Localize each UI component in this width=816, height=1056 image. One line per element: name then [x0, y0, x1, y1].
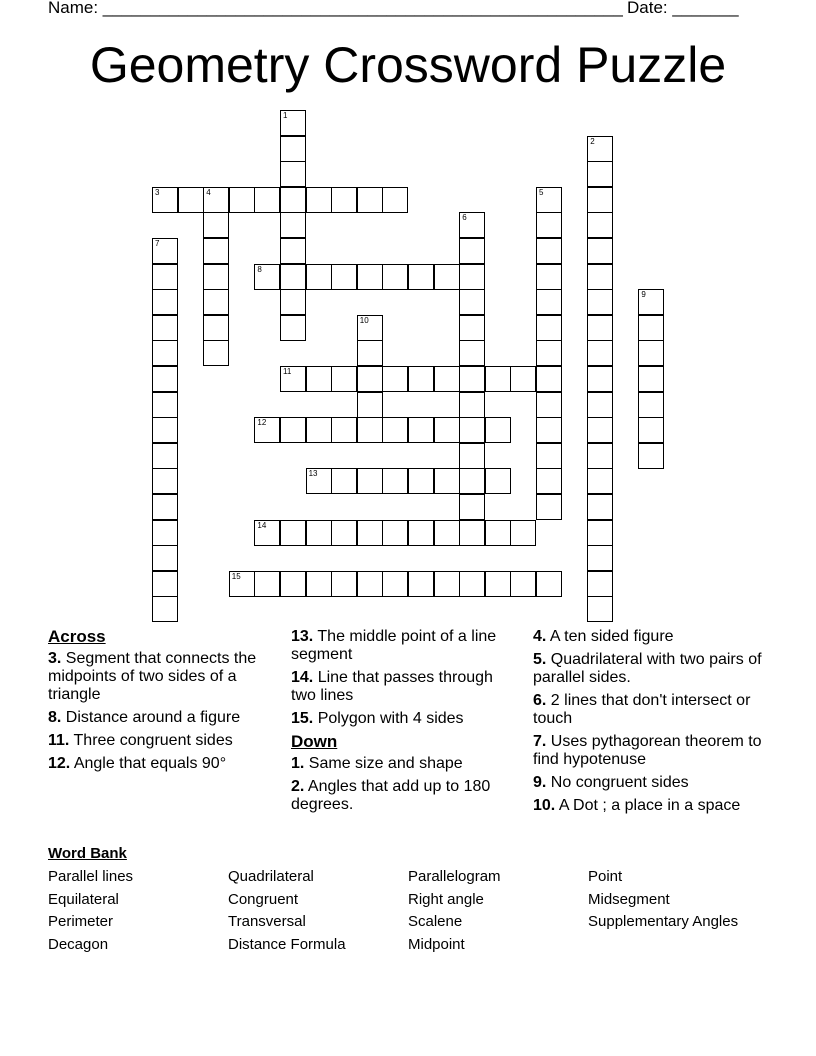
crossword-cell[interactable] — [152, 443, 178, 469]
crossword-cell[interactable] — [485, 468, 511, 494]
word-bank-item: Congruent — [228, 891, 299, 908]
crossword-cell[interactable] — [536, 494, 562, 520]
clue-across — [48, 755, 280, 773]
word-bank-item: Distance Formula — [228, 936, 346, 953]
clues-column-1 — [48, 628, 280, 778]
across-heading: Across — [48, 627, 106, 646]
crossword-cell[interactable] — [280, 571, 306, 597]
crossword-cell[interactable] — [434, 264, 460, 290]
clue-down — [533, 774, 763, 792]
crossword-cell[interactable] — [280, 187, 306, 213]
cell-number: 4 — [206, 187, 211, 197]
crossword-cell[interactable] — [203, 289, 229, 315]
crossword-cell[interactable] — [536, 571, 562, 597]
cell-number: 3 — [155, 187, 160, 197]
word-bank-item: Scalene — [408, 913, 463, 930]
crossword-cell[interactable] — [178, 187, 204, 213]
clue-number: 14. — [291, 669, 314, 686]
clue-number: 4. — [533, 628, 547, 645]
cell-number: 10 — [359, 315, 369, 325]
crossword-cell[interactable] — [587, 494, 613, 520]
crossword-cell[interactable] — [152, 315, 178, 341]
clue-down — [533, 733, 763, 769]
crossword-cell[interactable] — [382, 520, 408, 546]
crossword-cell[interactable] — [459, 417, 485, 443]
crossword-cell[interactable] — [587, 545, 613, 571]
crossword-cell[interactable] — [536, 468, 562, 494]
crossword-cell[interactable] — [459, 315, 485, 341]
crossword-cell[interactable] — [331, 468, 357, 494]
clue-number: 8. — [48, 709, 62, 726]
crossword-cell[interactable] — [357, 571, 383, 597]
cell-number: 2 — [590, 136, 595, 146]
crossword-cell[interactable] — [587, 264, 613, 290]
crossword-cell[interactable] — [280, 289, 306, 315]
crossword-cell[interactable] — [382, 417, 408, 443]
crossword-cell[interactable] — [587, 238, 613, 264]
word-bank-item: Right angle — [408, 891, 484, 908]
clue-across — [291, 628, 506, 664]
crossword-cell[interactable] — [280, 136, 306, 162]
crossword-cell[interactable] — [152, 417, 178, 443]
crossword-cell[interactable] — [434, 468, 460, 494]
crossword-cell[interactable] — [510, 571, 536, 597]
cell-number: 11 — [283, 367, 292, 376]
clue-text: A ten sided figure — [546, 628, 674, 645]
crossword-cell[interactable] — [459, 212, 485, 238]
crossword-cell[interactable] — [485, 366, 511, 392]
crossword-cell[interactable] — [229, 571, 255, 597]
crossword-cell[interactable] — [203, 238, 229, 264]
crossword-cell[interactable] — [638, 289, 664, 315]
clue-number: 10. — [533, 797, 556, 814]
clue-across — [48, 709, 280, 727]
clue-down — [533, 651, 763, 687]
clue-down — [291, 778, 506, 814]
crossword-cell[interactable] — [331, 417, 357, 443]
crossword-cell[interactable] — [306, 187, 332, 213]
crossword-cell[interactable] — [306, 468, 332, 494]
crossword-cell[interactable] — [408, 366, 434, 392]
crossword-cell[interactable] — [254, 417, 280, 443]
down-heading: Down — [291, 732, 338, 751]
crossword-cell[interactable] — [203, 212, 229, 238]
word-bank-item: Parallelogram — [408, 868, 501, 885]
crossword-cell[interactable] — [434, 417, 460, 443]
crossword-cell[interactable] — [357, 340, 383, 366]
word-bank-item: Supplementary Angles — [588, 913, 739, 930]
crossword-cell[interactable] — [357, 187, 383, 213]
cell-number: 9 — [641, 290, 646, 300]
crossword-cell[interactable] — [459, 494, 485, 520]
crossword-cell[interactable] — [254, 520, 280, 546]
clue-text: 2 lines that don't intersect or touch — [533, 692, 751, 727]
clue-text: A Dot ; a place in a space — [555, 797, 741, 814]
crossword-cell[interactable] — [382, 366, 408, 392]
crossword-cell[interactable] — [638, 366, 664, 392]
clue-text: Polygon with 4 sides — [313, 710, 464, 727]
crossword-cell[interactable] — [152, 340, 178, 366]
word-bank-item: Midpoint — [408, 936, 465, 953]
clue-number: 12. — [48, 755, 71, 772]
crossword-cell[interactable] — [459, 520, 485, 546]
clue-across — [48, 732, 280, 750]
word-bank-title: Word Bank — [48, 845, 127, 862]
crossword-cell[interactable] — [536, 315, 562, 341]
crossword-cell[interactable] — [229, 187, 255, 213]
clue-text: Three congruent sides — [69, 732, 233, 749]
crossword-cell[interactable] — [587, 187, 613, 213]
crossword-cell[interactable] — [203, 187, 229, 213]
crossword-cell[interactable] — [331, 264, 357, 290]
crossword-cell[interactable] — [408, 264, 434, 290]
crossword-cell[interactable] — [280, 161, 306, 187]
clue-number: 11. — [48, 732, 70, 749]
cell-number: 14 — [257, 520, 267, 530]
crossword-cell[interactable] — [280, 212, 306, 238]
cell-number: 6 — [462, 213, 467, 223]
clue-number: 15. — [291, 710, 314, 727]
crossword-cell[interactable] — [254, 571, 280, 597]
crossword-cell[interactable] — [536, 238, 562, 264]
crossword-cell[interactable] — [152, 238, 178, 264]
crossword-cell[interactable] — [382, 468, 408, 494]
crossword-cell[interactable] — [434, 520, 460, 546]
word-bank-item: Parallel lines — [48, 868, 134, 885]
crossword-cell[interactable] — [382, 571, 408, 597]
crossword-cell[interactable] — [485, 571, 511, 597]
crossword-cell[interactable] — [638, 340, 664, 366]
crossword-cell[interactable] — [152, 545, 178, 571]
crossword-cell[interactable] — [638, 443, 664, 469]
clues-column-2 — [291, 628, 506, 819]
crossword-cell[interactable] — [434, 571, 460, 597]
crossword-cell[interactable] — [408, 417, 434, 443]
crossword-cell[interactable] — [587, 417, 613, 443]
clue-text: Same size and shape — [304, 755, 463, 772]
clue-number: 6. — [533, 692, 547, 709]
clue-down — [533, 797, 763, 815]
crossword-cell[interactable] — [203, 264, 229, 290]
crossword-cell[interactable] — [357, 315, 383, 341]
clue-number: 13. — [291, 628, 314, 645]
crossword-cell[interactable] — [638, 392, 664, 418]
clue-down — [291, 755, 506, 773]
word-bank-item: Point — [588, 868, 623, 885]
crossword-cell[interactable] — [280, 520, 306, 546]
crossword-cell[interactable] — [587, 161, 613, 187]
crossword-cell[interactable] — [357, 520, 383, 546]
clue-text: Line that passes through two lines — [291, 669, 493, 704]
crossword-cell[interactable] — [459, 443, 485, 469]
crossword-cell[interactable] — [434, 366, 460, 392]
crossword-cell[interactable] — [485, 417, 511, 443]
clue-number: 3. — [48, 650, 62, 667]
crossword-cell[interactable] — [382, 187, 408, 213]
crossword-cell[interactable] — [331, 187, 357, 213]
crossword-cell[interactable] — [536, 417, 562, 443]
word-bank-item: Equilateral — [48, 891, 119, 908]
crossword-cell[interactable] — [280, 264, 306, 290]
word-bank-item: Midsegment — [588, 891, 670, 908]
clue-text: Segment that connects the midpoints of two sides of a triangle — [48, 650, 257, 703]
crossword-cell[interactable] — [254, 264, 280, 290]
crossword-cell[interactable] — [331, 571, 357, 597]
crossword-cell[interactable] — [638, 315, 664, 341]
word-bank-item: Transversal — [228, 913, 306, 930]
crossword-cell[interactable] — [587, 212, 613, 238]
crossword-cell[interactable] — [510, 520, 536, 546]
crossword-cell[interactable] — [408, 571, 434, 597]
crossword-cell[interactable] — [203, 315, 229, 341]
crossword-cell[interactable] — [357, 468, 383, 494]
crossword-cell[interactable] — [587, 289, 613, 315]
crossword-cell[interactable] — [152, 264, 178, 290]
crossword-cell[interactable] — [408, 520, 434, 546]
crossword-cell[interactable] — [357, 264, 383, 290]
crossword-cell[interactable] — [587, 392, 613, 418]
cell-number: 15 — [231, 571, 241, 581]
crossword-cell[interactable] — [306, 417, 332, 443]
crossword-cell[interactable] — [382, 264, 408, 290]
clue-text: Angle that equals 90° — [70, 755, 227, 772]
clue-number: 1. — [291, 755, 305, 772]
cell-number: 12 — [257, 418, 267, 428]
crossword-cell[interactable] — [536, 289, 562, 315]
page-title: Geometry Crossword Puzzle — [89, 37, 727, 93]
cell-number: 7 — [155, 239, 160, 248]
clue-across — [291, 710, 506, 728]
crossword-cell[interactable] — [280, 315, 306, 341]
crossword-cell[interactable] — [152, 494, 178, 520]
clue-text: The middle point of a line segment — [291, 628, 497, 663]
crossword-cell[interactable] — [459, 468, 485, 494]
crossword-cell[interactable] — [536, 443, 562, 469]
crossword-cell[interactable] — [459, 571, 485, 597]
cell-number: 5 — [539, 187, 544, 197]
clue-across — [291, 669, 506, 705]
crossword-cell[interactable] — [408, 468, 434, 494]
name-field[interactable]: Name: _______________________________________________________ — [48, 0, 623, 17]
crossword-cell[interactable] — [587, 571, 613, 597]
crossword-cell[interactable] — [587, 340, 613, 366]
clue-down — [533, 628, 763, 646]
crossword-cell[interactable] — [152, 187, 178, 213]
cell-number: 13 — [308, 469, 318, 479]
crossword-cell[interactable] — [331, 520, 357, 546]
crossword-cell[interactable] — [485, 520, 511, 546]
cell-number: 8 — [257, 264, 262, 274]
clue-text: Uses pythagorean theorem to find hypotenuse — [533, 733, 762, 768]
crossword-cell[interactable] — [357, 392, 383, 418]
crossword-cell[interactable] — [331, 366, 357, 392]
clue-number: 2. — [291, 778, 305, 795]
clue-text: Distance around a figure — [61, 709, 241, 726]
clue-text: Quadrilateral with two pairs of parallel sides. — [533, 651, 762, 686]
clue-across — [48, 650, 280, 704]
clue-text: Angles that add up to 180 degrees. — [291, 778, 491, 813]
crossword-cell[interactable] — [280, 238, 306, 264]
crossword-cell[interactable] — [306, 264, 332, 290]
crossword-cell[interactable] — [152, 520, 178, 546]
clue-number: 9. — [533, 774, 547, 791]
crossword-cell[interactable] — [357, 366, 383, 392]
clue-text: No congruent sides — [546, 774, 689, 791]
crossword-cell[interactable] — [280, 110, 306, 136]
crossword-cell[interactable] — [459, 264, 485, 290]
crossword-cell[interactable] — [152, 468, 178, 494]
crossword-cell[interactable] — [254, 187, 280, 213]
crossword-cell[interactable] — [587, 136, 613, 162]
crossword-cell[interactable] — [152, 289, 178, 315]
word-bank-item: Perimeter — [48, 913, 114, 930]
word-bank-item: Quadrilateral — [228, 868, 314, 885]
clue-down — [533, 692, 763, 728]
crossword-cell[interactable] — [306, 366, 332, 392]
date-field[interactable]: Date: _______ — [627, 0, 739, 17]
crossword-cell[interactable] — [152, 571, 178, 597]
word-bank-item: Decagon — [48, 936, 109, 953]
crossword-cell[interactable] — [638, 417, 664, 443]
crossword-cell[interactable] — [306, 571, 332, 597]
cell-number: 1 — [283, 111, 288, 120]
crossword-cell[interactable] — [459, 392, 485, 418]
crossword-cell[interactable] — [280, 366, 306, 392]
crossword-cell[interactable] — [152, 366, 178, 392]
crossword-cell[interactable] — [459, 340, 485, 366]
crossword-cell[interactable] — [459, 366, 485, 392]
crossword-cell[interactable] — [587, 366, 613, 392]
crossword-cell[interactable] — [152, 392, 178, 418]
crossword-cell[interactable] — [357, 417, 383, 443]
crossword-cell[interactable] — [536, 366, 562, 392]
clue-number: 5. — [533, 651, 547, 668]
crossword-cell[interactable] — [510, 366, 536, 392]
clue-number: 7. — [533, 733, 547, 750]
crossword-cell[interactable] — [459, 289, 485, 315]
crossword-cell[interactable] — [280, 417, 306, 443]
crossword-cell[interactable] — [203, 340, 229, 366]
crossword-cell[interactable] — [536, 340, 562, 366]
crossword-cell[interactable] — [306, 520, 332, 546]
crossword-cell[interactable] — [536, 187, 562, 213]
crossword-cell[interactable] — [587, 443, 613, 469]
clues-column-3 — [533, 628, 763, 820]
crossword-cell[interactable] — [587, 315, 613, 341]
crossword-cell[interactable] — [536, 392, 562, 418]
crossword-cell[interactable] — [587, 596, 613, 622]
crossword-cell[interactable] — [536, 212, 562, 238]
crossword-cell[interactable] — [587, 468, 613, 494]
crossword-cell[interactable] — [459, 238, 485, 264]
crossword-cell[interactable] — [587, 520, 613, 546]
crossword-cell[interactable] — [152, 596, 178, 622]
crossword-cell[interactable] — [536, 264, 562, 290]
